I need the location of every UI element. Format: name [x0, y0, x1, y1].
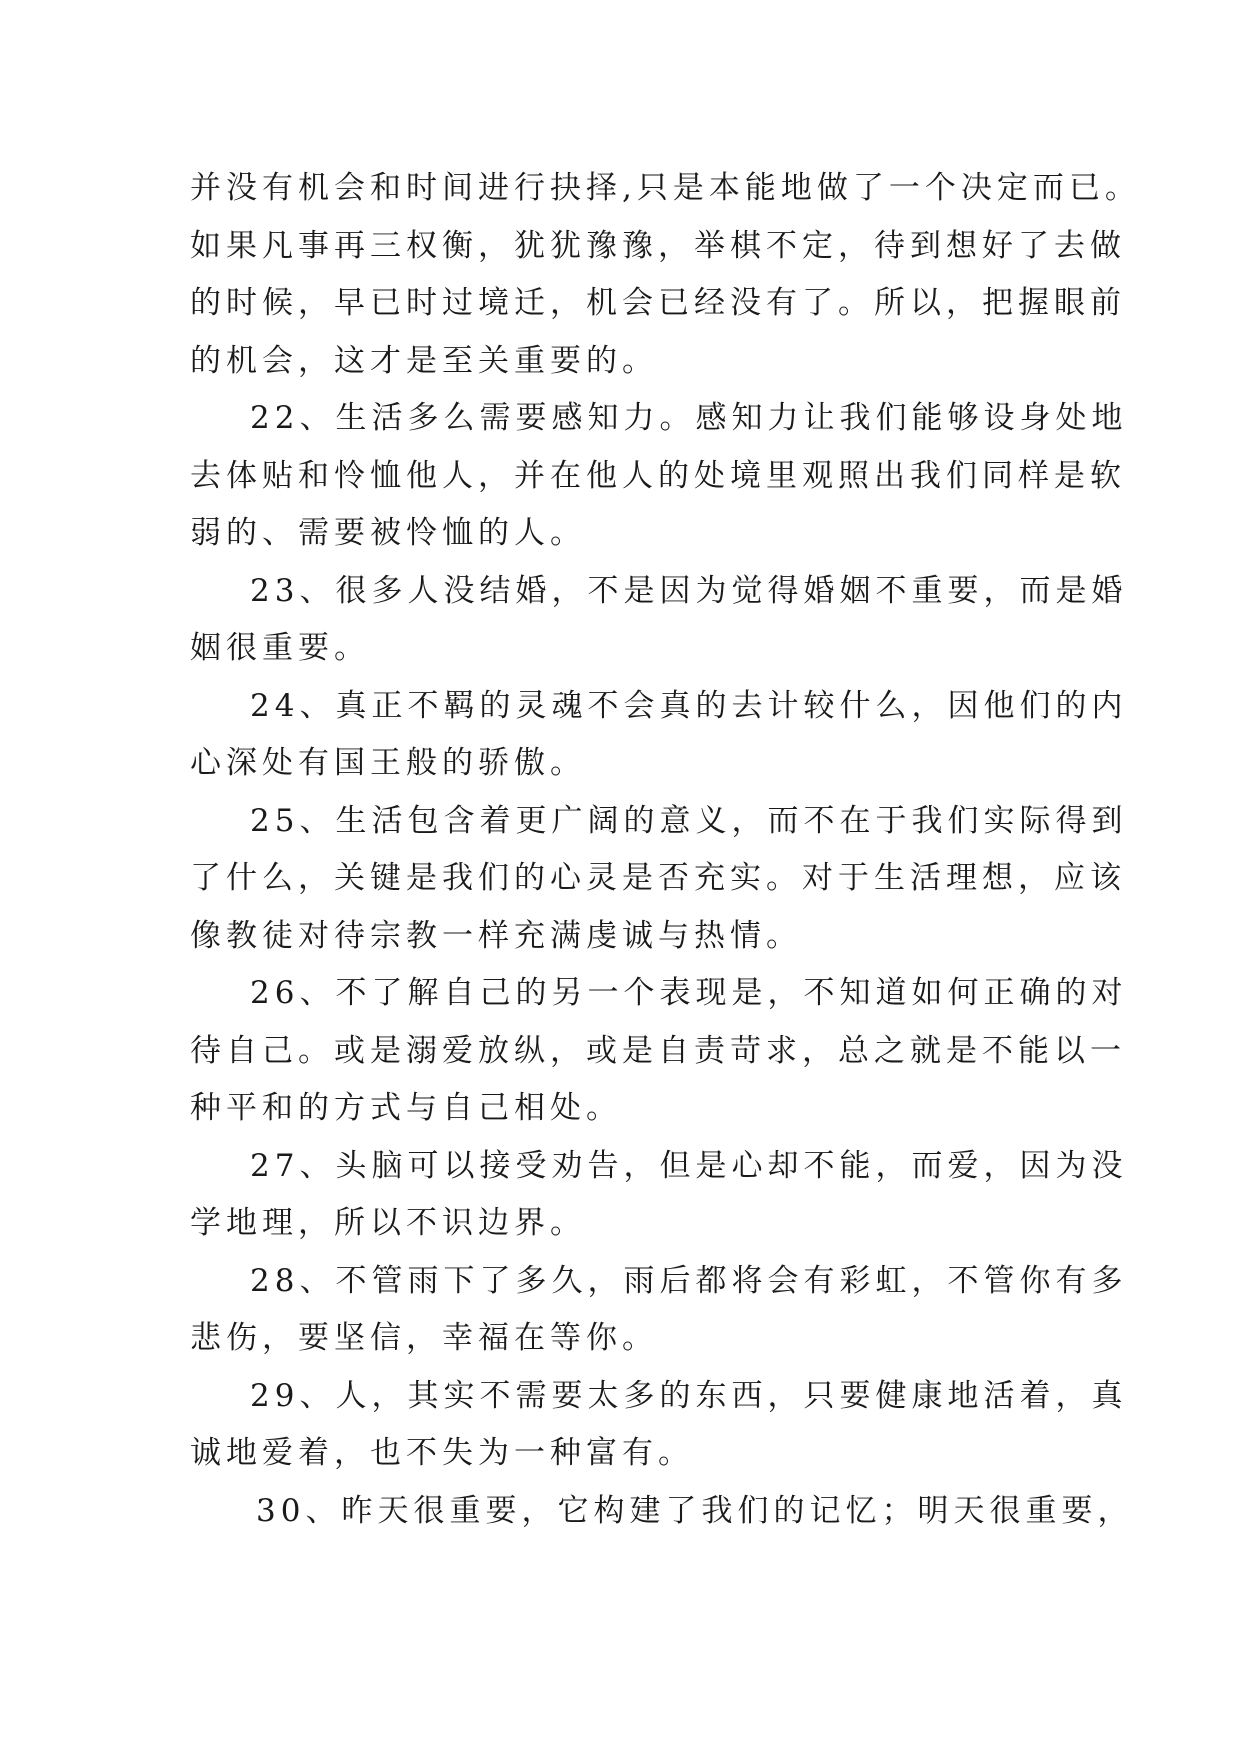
text-line: 了什么，关键是我们的心灵是否充实。对于生活理想，应该	[190, 860, 1126, 896]
item-30-line: 30、昨天很重要，它构建了我们的记忆；明天很重要，	[256, 1493, 1134, 1529]
text-line: 心深处有国王般的骄傲。	[190, 745, 586, 781]
item-23-line: 23、很多人没结婚，不是因为觉得婚姻不重要，而是婚	[250, 573, 1128, 609]
text-line: 的机会，这才是至关重要的。	[190, 343, 658, 379]
text-line: 的时候，早已时过境迁，机会已经没有了。所以，把握眼前	[190, 285, 1126, 321]
text-line: 去体贴和怜恤他人，并在他人的处境里观照出我们同样是软	[190, 458, 1126, 494]
text-line: 如果凡事再三权衡，犹犹豫豫，举棋不定，待到想好了去做	[190, 228, 1126, 264]
text-line: 待自己。或是溺爱放纵，或是自责苛求，总之就是不能以一	[190, 1033, 1126, 1069]
item-26-line: 26、不了解自己的另一个表现是，不知道如何正确的对	[250, 975, 1128, 1011]
item-28-line: 28、不管雨下了多久，雨后都将会有彩虹，不管你有多	[250, 1263, 1128, 1299]
item-25-line: 25、生活包含着更广阔的意义，而不在于我们实际得到	[250, 803, 1128, 839]
text-line: 像教徒对待宗教一样充满虔诚与热情。	[190, 918, 802, 954]
text-line: 并没有机会和时间进行抉择,只是本能地做了一个决定而已。	[190, 170, 1141, 206]
item-22-line: 22、生活多么需要感知力。感知力让我们能够设身处地	[250, 400, 1128, 436]
text-line: 诚地爱着，也不失为一种富有。	[190, 1435, 694, 1471]
item-24-line: 24、真正不羁的灵魂不会真的去计较什么，因他们的内	[250, 688, 1128, 724]
item-27-line: 27、头脑可以接受劝告，但是心却不能，而爱，因为没	[250, 1148, 1128, 1184]
item-29-line: 29、人，其实不需要太多的东西，只要健康地活着，真	[250, 1378, 1128, 1414]
text-line: 弱的、需要被怜恤的人。	[190, 515, 586, 551]
text-line: 种平和的方式与自己相处。	[190, 1090, 622, 1126]
text-line: 姻很重要。	[190, 630, 370, 666]
text-line: 学地理，所以不识边界。	[190, 1205, 586, 1241]
text-line: 悲伤，要坚信，幸福在等你。	[190, 1320, 658, 1356]
